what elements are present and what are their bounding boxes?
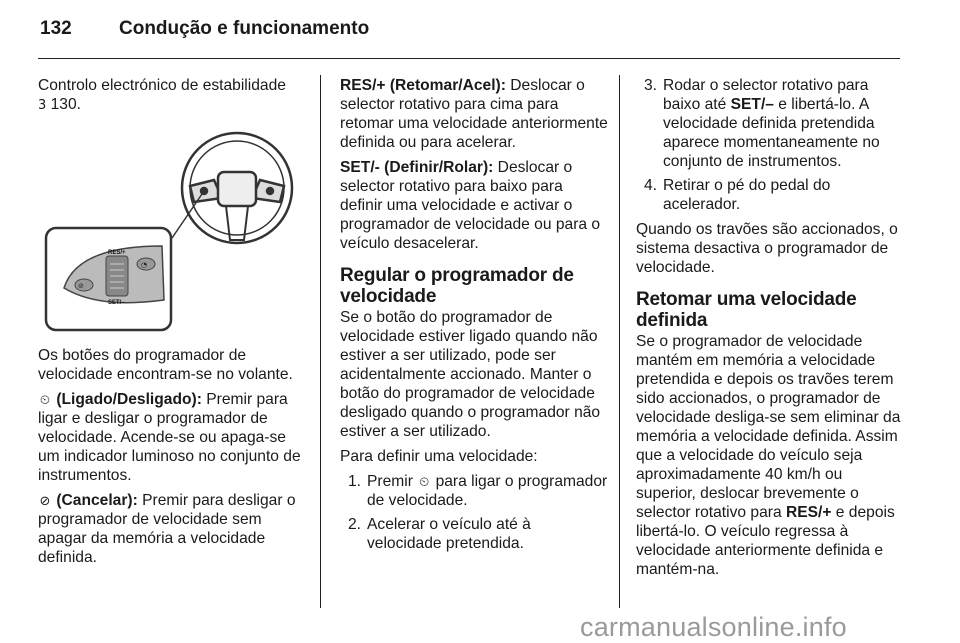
cruise-onoff-icon: ⏲ bbox=[39, 392, 51, 407]
set-description: SET/- (Definir/Rolar): Deslocar o selector rotativo para baixo para definir uma velocidade e activar o programador de velocidade ou para o veículo desacelerar. bbox=[340, 159, 601, 252]
reference-page: 130. bbox=[50, 96, 81, 113]
cruise-control-buttons-detail bbox=[46, 228, 171, 330]
svg-text:⊘: ⊘ bbox=[78, 282, 84, 290]
step-4: 4. Retirar o pé do pedal do acelerador. bbox=[644, 177, 831, 213]
column-divider-1 bbox=[320, 75, 321, 608]
cancel-description: ⊘ (Cancelar): Premir para desligar o programador de velocidade sem apagar da memória a velocidade definida. bbox=[38, 492, 296, 566]
column-2 bbox=[340, 76, 608, 559]
step-1: 1. Premir ⏲ para ligar o programador de velocidade. bbox=[348, 473, 608, 509]
intro-text: Controlo electrónico de estabilidade 3 130. bbox=[38, 77, 286, 113]
cruise-onoff-icon: ⏲ bbox=[419, 474, 430, 489]
set-speed-steps bbox=[340, 472, 608, 553]
column-1-lower bbox=[38, 346, 310, 573]
column-1 bbox=[38, 76, 310, 121]
steering-wheel-illustration bbox=[44, 128, 304, 334]
svg-text:SET/–: SET/– bbox=[108, 300, 125, 306]
set-speed-paragraph: Se o botão do programador de velocidade estiver ligado quando não estiver a ser utilizado, pode ser acidentalmente accionado. Manter o botão do programador de velocidade desligado quando o programador não estiver a ser utilizado. bbox=[340, 309, 601, 440]
callout-line bbox=[172, 194, 202, 238]
cruise-cancel-icon: ⊘ bbox=[39, 493, 51, 508]
brakes-paragraph: Quando os travões são accionados, o sistema desactiva o programador de velocidade. bbox=[636, 221, 898, 276]
resume-speed-paragraph: Se o programador de velocidade mantém em memória a velocidade pretendida e depois os travões terem sido accionados, o programador de velocidade desliga-se sem eliminar da memória a velocidade definida. Assim que a velocidade do veículo seja aproximadamente 40 km/h ou superior, deslocar brevemente o selector rotativo para RES/+ e depois libertá-lo. O veículo regressa à velocidade anteriormente definida e mantém-na. bbox=[636, 333, 901, 578]
svg-text:RES/+: RES/+ bbox=[108, 250, 126, 256]
section-heading-set-speed: Regular o programador de velocidade bbox=[340, 265, 574, 307]
column-divider-2 bbox=[619, 75, 620, 608]
step-3: 3. Rodar o selector rotativo para baixo até SET/– e libertá-lo. A velocidade definida pretendida aparece momentaneamente no conjunto de instrumentos. bbox=[644, 77, 880, 170]
watermark: carmanualsonline.info bbox=[580, 612, 847, 642]
column-3 bbox=[636, 76, 906, 585]
illustration-caption: Os botões do programador de velocidade encontram-se no volante. bbox=[38, 347, 293, 383]
onoff-description: ⏲ (Ligado/Desligado): Premir para ligar e desligar o programador de velocidade. Acende-se ou apaga-se um indicador luminoso no conjunto de instrumentos. bbox=[38, 391, 301, 484]
step-2: 2. Acelerar o veículo até à velocidade pretendida. bbox=[348, 516, 531, 552]
page-number: 132 bbox=[40, 18, 72, 39]
reference-arrow-icon: 3 bbox=[38, 98, 47, 113]
page-title: Condução e funcionamento bbox=[119, 18, 370, 39]
svg-text:◔: ◔ bbox=[141, 261, 148, 269]
set-speed-intro: Para definir uma velocidade: bbox=[340, 448, 538, 465]
res-description: RES/+ (Retomar/Acel): Deslocar o selector rotativo para cima para retomar uma velocidade anteriormente definida ou para acelerar. bbox=[340, 77, 608, 151]
section-heading-resume-speed: Retomar uma velocidade definida bbox=[636, 289, 857, 331]
header-rule bbox=[38, 58, 900, 59]
steering-wheel-icon bbox=[182, 133, 292, 243]
set-speed-steps-continued bbox=[636, 76, 906, 214]
